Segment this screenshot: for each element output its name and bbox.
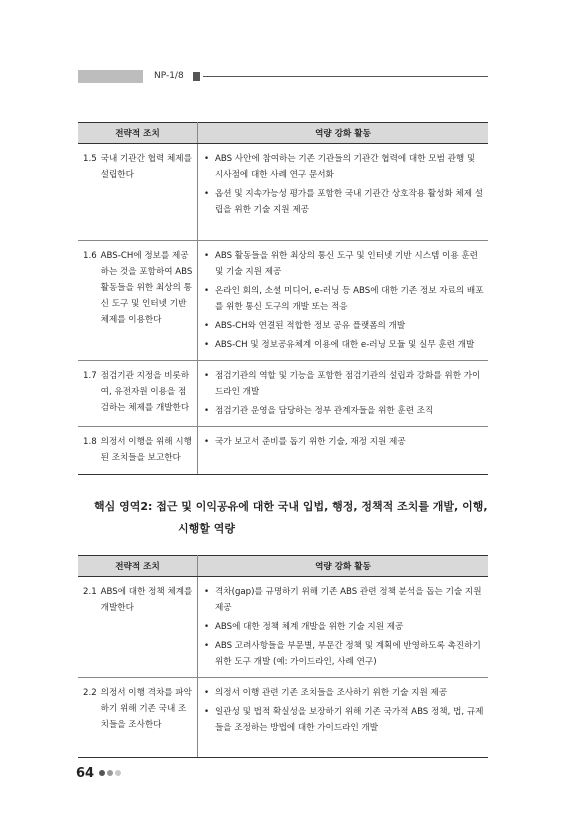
activity-text: ABS 사안에 참여하는 기존 기관들의 기관간 협력에 대한 모범 관행 및 시사점에 대한 사례 연구 문서화	[215, 154, 476, 180]
bullet-icon: •	[204, 371, 210, 381]
measure-label	[83, 151, 193, 183]
list-item	[203, 248, 484, 280]
measure-label	[83, 685, 193, 733]
capacity-activity-cell	[198, 361, 489, 427]
capacity-table-1	[78, 122, 488, 475]
page-number: 64	[76, 766, 95, 781]
activity-text: 온라인 회의, 소셜 미디어, e-러닝 등 ABS에 대한 기존 정보 자료의 배포를 위한 통신 도구의 개발 또는 적응	[215, 286, 484, 312]
capacity-activity-cell	[198, 144, 489, 241]
activity-list	[203, 584, 484, 670]
col-header-capacity-activity: 역량 강화 활동	[198, 556, 489, 577]
measure-label	[83, 434, 193, 466]
list-item	[203, 619, 484, 635]
measure-number: 2.1	[83, 587, 97, 597]
bullet-icon: •	[204, 707, 210, 717]
table-row	[78, 144, 488, 241]
measure-text: ABS-CH에 정보를 제공하는 것을 포함하여 ABS 활동들을 위한 최상의 통신 도구 및 인터넷 기반 체제를 이용한다	[100, 251, 193, 325]
section-heading	[94, 496, 494, 540]
activity-list	[203, 151, 484, 218]
header-gray-block	[78, 70, 143, 83]
activity-text: 의정서 이행 관련 기존 조치들을 조사하기 위한 기술 지원 제공	[215, 688, 448, 698]
activity-list	[203, 248, 484, 353]
list-item	[203, 704, 484, 736]
measure-label	[83, 584, 193, 616]
measure-text: 점검기관 지정을 비롯하여, 유전자원 이용을 점검하는 체제를 개발한다	[100, 371, 190, 413]
list-item	[203, 368, 484, 400]
table-row	[78, 361, 488, 427]
bullet-icon: •	[204, 286, 210, 296]
strategic-measure-cell	[78, 577, 198, 678]
bullet-icon: •	[204, 154, 210, 164]
list-item	[203, 337, 484, 353]
capacity-activity-cell	[198, 678, 489, 758]
col-header-strategic-measure: 전략적 조치	[78, 123, 198, 144]
page-dot-icon	[107, 770, 113, 776]
page-dot-icon	[99, 770, 105, 776]
activity-list	[203, 685, 484, 736]
page-dot-icon	[115, 770, 121, 776]
list-item	[203, 186, 484, 218]
header-rule	[203, 76, 488, 77]
strategic-measure-cell	[78, 361, 198, 427]
activity-text: 점검기관 운영을 담당하는 정부 관계자들을 위한 훈련 조직	[215, 406, 434, 416]
table-row	[78, 427, 488, 475]
bullet-icon: •	[204, 688, 210, 698]
section-heading-line2: 시행할 역량	[178, 522, 235, 535]
table-row	[78, 241, 488, 361]
measure-text: ABS에 대한 정책 체계를 개발한다	[100, 587, 193, 613]
activity-text: 옵션 및 지속가능성 평가를 포함한 국내 기관간 상호작용 활성화 체제 설립을 위한 기술 지원 제공	[215, 189, 484, 215]
table-header-row	[78, 556, 488, 577]
header-code: NP-1/8	[154, 71, 184, 81]
list-item	[203, 638, 484, 670]
activity-list	[203, 434, 484, 450]
capacity-table-2	[78, 555, 488, 758]
bullet-icon: •	[204, 587, 210, 597]
activity-text: ABS-CH 및 정보공유체계 이용에 대한 e-러닝 모듈 및 실무 훈련 개발	[215, 340, 475, 350]
measure-label	[83, 248, 193, 328]
activity-text: 격차(gap)를 규명하기 위해 기존 ABS 관련 정책 분석을 돕는 기술 지원 제공	[215, 587, 482, 613]
bullet-icon: •	[204, 641, 210, 651]
list-item	[203, 318, 484, 334]
activity-text: ABS에 대한 정책 체계 개발을 위한 기술 지원 제공	[215, 622, 404, 632]
measure-number: 1.5	[83, 154, 97, 164]
measure-number: 1.7	[83, 371, 97, 381]
measure-label	[83, 368, 193, 416]
bullet-icon: •	[204, 406, 210, 416]
measure-number: 2.2	[83, 688, 97, 698]
activity-text: 점검기관의 역할 및 기능을 포함한 점검기관의 설립과 강화를 위한 가이드라인 개발	[215, 371, 481, 397]
table-header-row	[78, 123, 488, 144]
strategic-measure-cell	[78, 241, 198, 361]
list-item	[203, 685, 484, 701]
activity-text: ABS-CH와 연결된 적합한 정보 공유 플랫폼의 개발	[215, 321, 406, 331]
capacity-activity-cell	[198, 427, 489, 475]
section-heading-line1: 핵심 영역2: 접근 및 이익공유에 대한 국내 입법, 행정, 정책적 조치를 개발, 이행,	[94, 500, 488, 513]
table-row	[78, 678, 488, 758]
measure-text: 의정서 이행 격차를 파악하기 위해 기존 국내 조치들을 조사한다	[100, 688, 192, 730]
activity-text: 일관성 및 법적 확실성을 보장하기 위해 기존 국가적 ABS 정책, 법, 규제들을 조정하는 방법에 대한 가이드라인 개발	[215, 707, 484, 733]
bullet-icon: •	[204, 189, 210, 199]
bullet-icon: •	[204, 251, 210, 261]
measure-number: 1.6	[83, 251, 97, 261]
list-item	[203, 434, 484, 450]
bullet-icon: •	[204, 437, 210, 447]
activity-text: 국가 보고서 준비를 돕기 위한 기술, 재정 지원 제공	[215, 437, 406, 447]
col-header-strategic-measure: 전략적 조치	[78, 556, 198, 577]
strategic-measure-cell	[78, 678, 198, 758]
col-header-capacity-activity: 역량 강화 활동	[198, 123, 489, 144]
measure-text: 국내 기관간 협력 체제를 설립한다	[100, 154, 192, 180]
page-dots-decoration	[99, 770, 121, 776]
measure-number: 1.8	[83, 437, 97, 447]
bullet-icon: •	[204, 622, 210, 632]
measure-text: 의정서 이행을 위해 시행된 조치들을 보고한다	[100, 437, 192, 463]
bullet-icon: •	[204, 321, 210, 331]
list-item	[203, 403, 484, 419]
list-item	[203, 584, 484, 616]
capacity-activity-cell	[198, 577, 489, 678]
bullet-icon: •	[204, 340, 210, 350]
list-item	[203, 283, 484, 315]
table-row	[78, 577, 488, 678]
activity-text: ABS 활동들을 위한 최상의 통신 도구 및 인터넷 기반 시스템 이용 훈련 및 기술 지원 제공	[215, 251, 478, 277]
header-marker	[193, 72, 200, 81]
activity-text: ABS 고려사항들을 부문별, 부문간 정책 및 계획에 반영하도록 촉진하기 위한 도구 개발 (예: 가이드라인, 사례 연구)	[215, 641, 481, 667]
capacity-activity-cell	[198, 241, 489, 361]
strategic-measure-cell	[78, 144, 198, 241]
strategic-measure-cell	[78, 427, 198, 475]
activity-list	[203, 368, 484, 419]
list-item	[203, 151, 484, 183]
